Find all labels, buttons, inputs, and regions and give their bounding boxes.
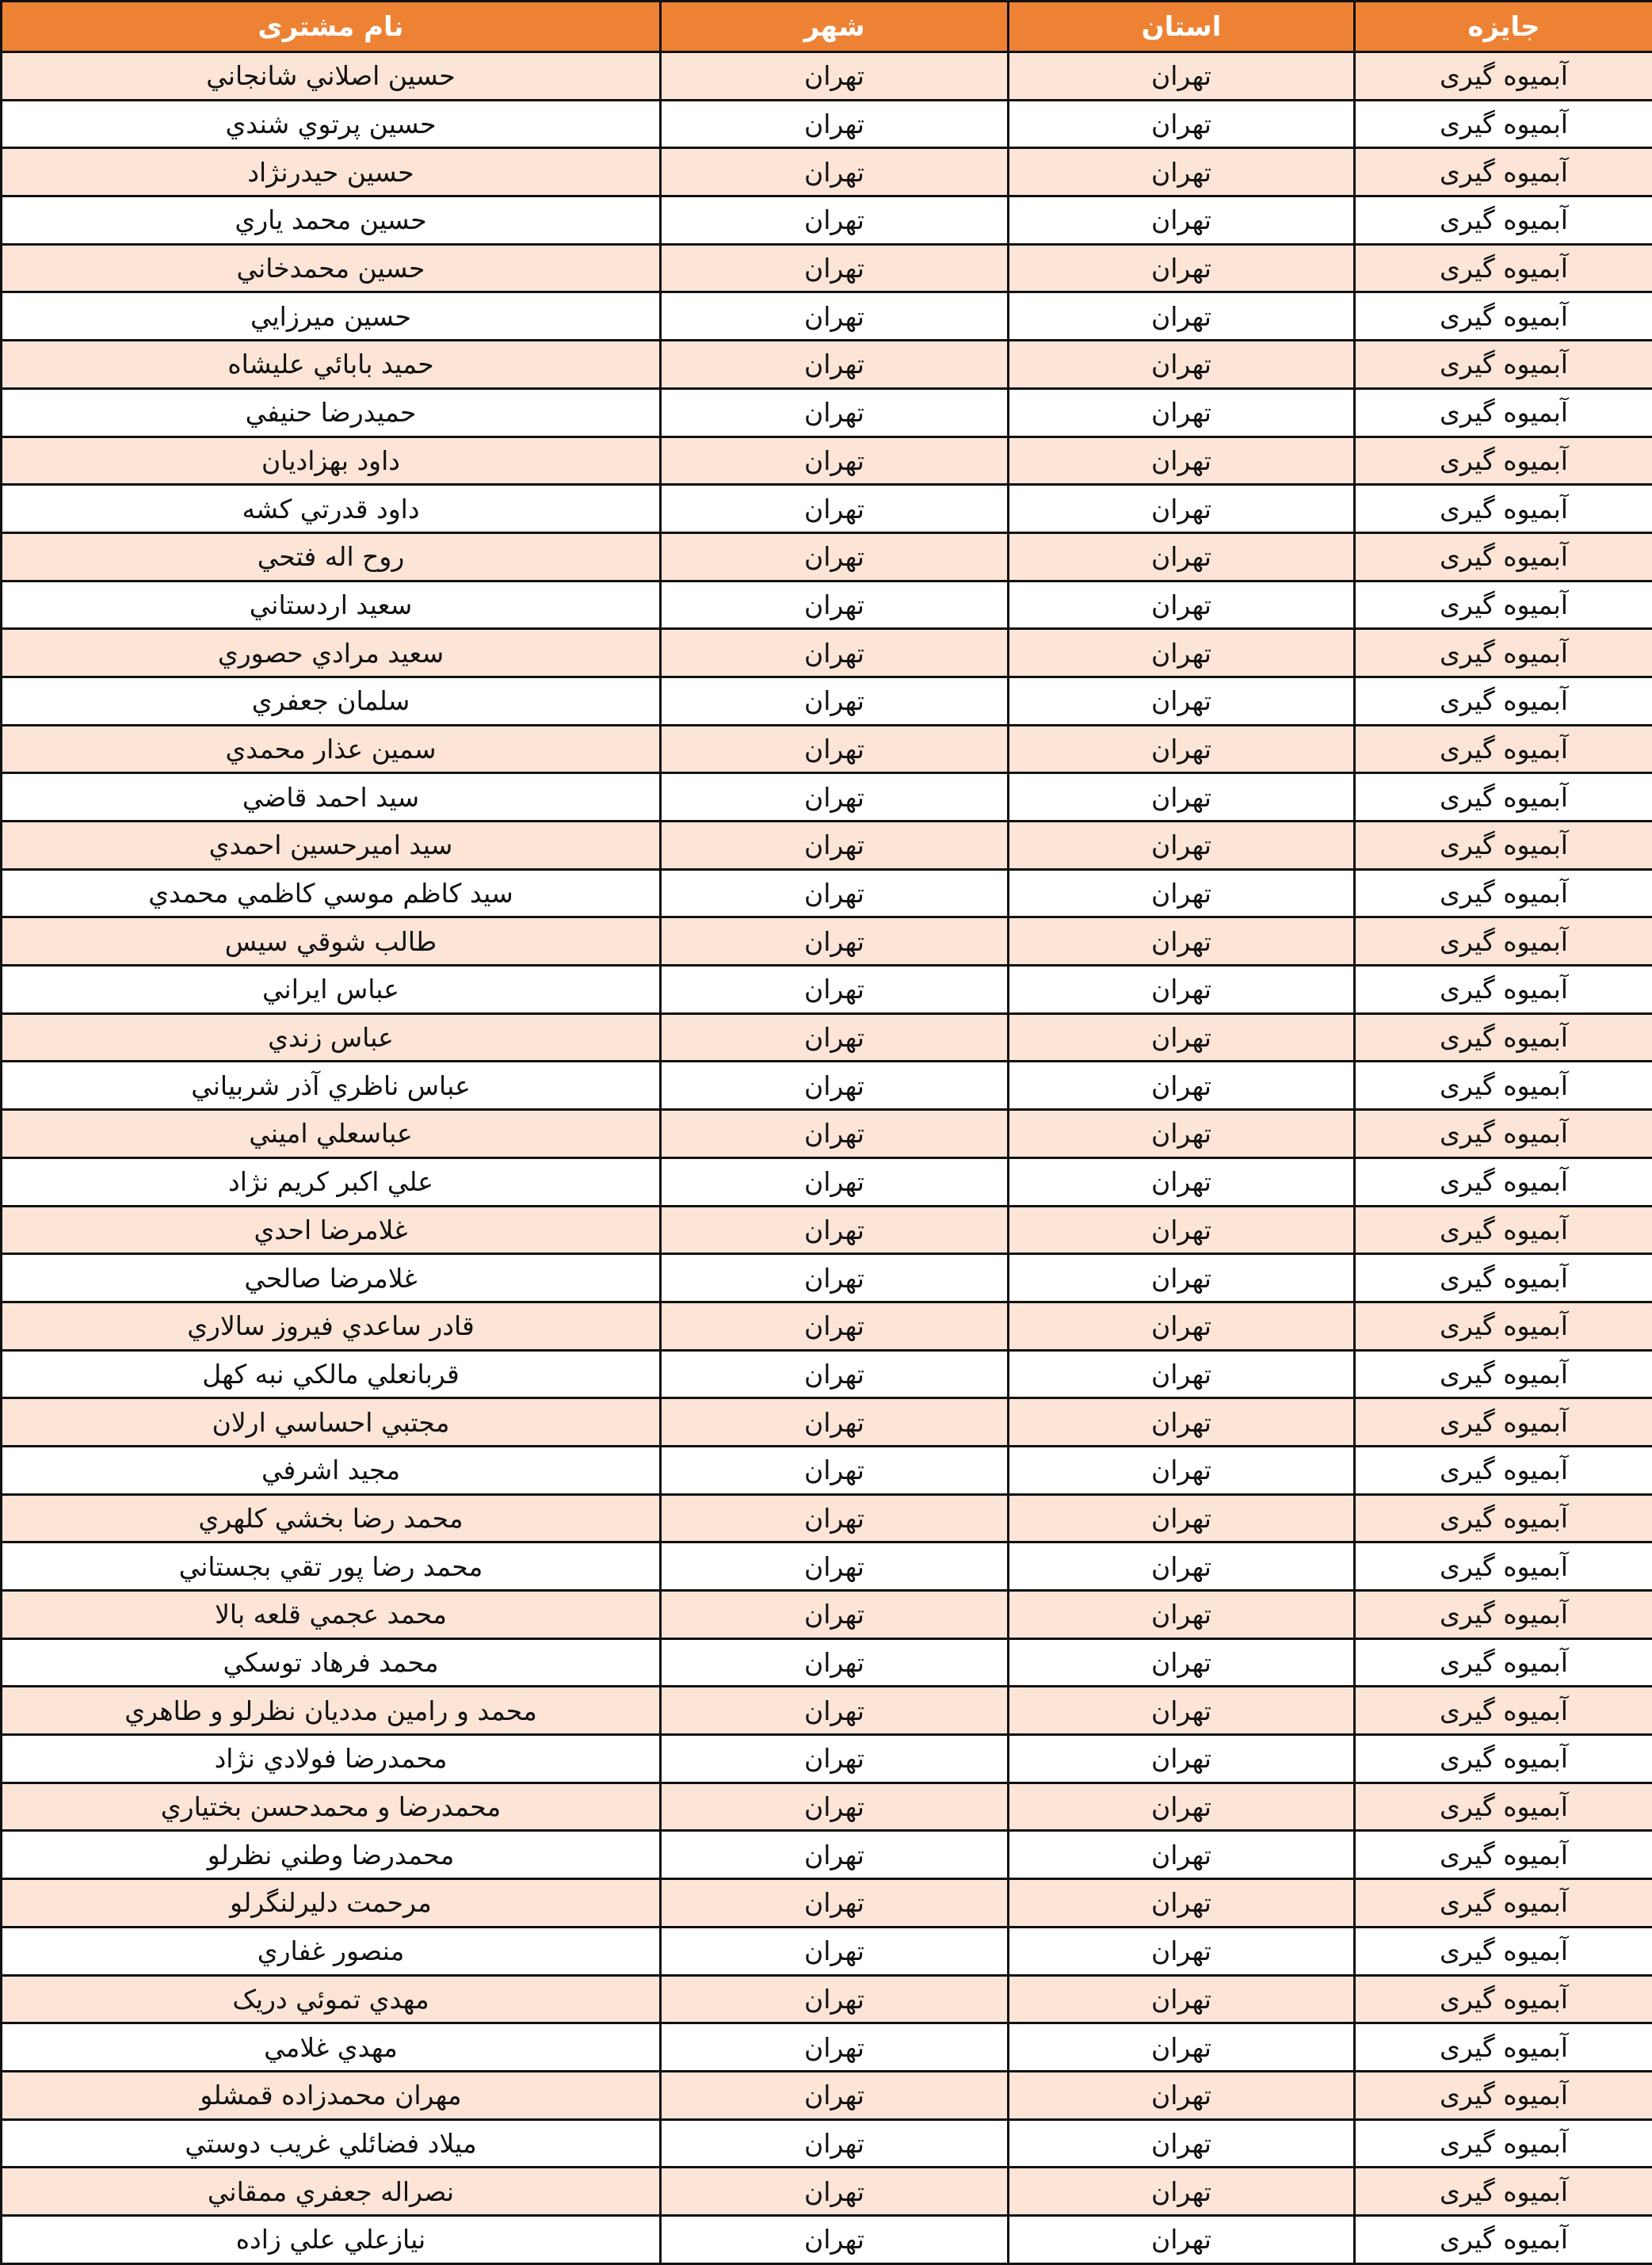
cell-customer-name[interactable]: علي اكبر كريم نژاد bbox=[2, 1157, 661, 1206]
cell-customer-name[interactable]: عباسعلي اميني bbox=[2, 1110, 661, 1158]
table-row[interactable] bbox=[2, 1110, 1652, 1158]
cell-customer-name[interactable]: محمدرضا و محمدحسن بختياري bbox=[2, 1783, 661, 1831]
cell-province[interactable]: تهران bbox=[1009, 196, 1355, 245]
cell-prize[interactable]: آبمیوه گیری bbox=[1355, 1157, 1652, 1206]
cell-province[interactable]: تهران bbox=[1009, 292, 1355, 341]
cell-customer-name[interactable]: مجتبي احساسي ارلان bbox=[2, 1398, 661, 1447]
table-row[interactable] bbox=[2, 1687, 1652, 1735]
cell-customer-name[interactable]: داود بهزاديان bbox=[2, 437, 661, 485]
cell-province[interactable]: تهران bbox=[1009, 100, 1355, 148]
table-header bbox=[2, 2, 1652, 52]
cell-city[interactable]: تهران bbox=[661, 1157, 1009, 1206]
cell-province[interactable]: تهران bbox=[1009, 1783, 1355, 1831]
cell-prize[interactable]: آبمیوه گیری bbox=[1355, 2023, 1652, 2072]
cell-prize[interactable]: آبمیوه گیری bbox=[1355, 1494, 1652, 1542]
cell-prize[interactable]: آبمیوه گیری bbox=[1355, 725, 1652, 773]
cell-prize[interactable]: آبمیوه گیری bbox=[1355, 917, 1652, 966]
cell-province[interactable]: تهران bbox=[1009, 1542, 1355, 1591]
cell-province[interactable]: تهران bbox=[1009, 1735, 1355, 1783]
cell-city[interactable]: تهران bbox=[661, 1591, 1009, 1639]
cell-city[interactable]: تهران bbox=[661, 2215, 1009, 2263]
cell-province[interactable]: تهران bbox=[1009, 388, 1355, 437]
cell-customer-name[interactable]: سلمان جعفري bbox=[2, 677, 661, 725]
cell-customer-name[interactable]: مهران محمدزاده قمشلو bbox=[2, 2071, 661, 2119]
cell-customer-name[interactable]: محمد رضا بخشي كلهري bbox=[2, 1494, 661, 1542]
cell-city[interactable]: تهران bbox=[661, 1302, 1009, 1350]
cell-prize[interactable]: آبمیوه گیری bbox=[1355, 100, 1652, 148]
cell-prize[interactable]: آبمیوه گیری bbox=[1355, 629, 1652, 677]
cell-city[interactable]: تهران bbox=[661, 1783, 1009, 1831]
cell-city[interactable]: تهران bbox=[661, 1013, 1009, 1062]
cell-province[interactable]: تهران bbox=[1009, 581, 1355, 629]
table-row[interactable] bbox=[2, 1927, 1652, 1975]
cell-customer-name[interactable]: محمد عجمي قلعه بالا bbox=[2, 1591, 661, 1639]
table-row[interactable] bbox=[2, 773, 1652, 822]
table-row[interactable] bbox=[2, 437, 1652, 485]
cell-prize[interactable]: آبمیوه گیری bbox=[1355, 1254, 1652, 1302]
cell-city[interactable]: تهران bbox=[661, 292, 1009, 341]
cell-customer-name[interactable]: محمد فرهاد توسكي bbox=[2, 1638, 661, 1687]
cell-city[interactable]: تهران bbox=[661, 773, 1009, 822]
cell-city[interactable]: تهران bbox=[661, 1735, 1009, 1783]
cell-city[interactable]: تهران bbox=[661, 2119, 1009, 2168]
cell-province[interactable]: تهران bbox=[1009, 2215, 1355, 2263]
cell-province[interactable]: تهران bbox=[1009, 1687, 1355, 1735]
cell-province[interactable]: تهران bbox=[1009, 1110, 1355, 1158]
cell-customer-name[interactable]: مهدي غلامي bbox=[2, 2023, 661, 2072]
cell-prize[interactable]: آبمیوه گیری bbox=[1355, 1879, 1652, 1928]
cell-city[interactable]: تهران bbox=[661, 677, 1009, 725]
cell-customer-name[interactable]: سيد احمد قاضي bbox=[2, 773, 661, 822]
table-row[interactable] bbox=[2, 2071, 1652, 2119]
cell-prize[interactable]: آبمیوه گیری bbox=[1355, 869, 1652, 917]
cell-customer-name[interactable]: نيازعلي علي زاده bbox=[2, 2215, 661, 2263]
header-row bbox=[2, 2, 1652, 52]
table-row[interactable] bbox=[2, 1831, 1652, 1879]
cell-city[interactable]: تهران bbox=[661, 437, 1009, 485]
cell-prize[interactable]: آبمیوه گیری bbox=[1355, 1591, 1652, 1639]
cell-prize[interactable]: آبمیوه گیری bbox=[1355, 1783, 1652, 1831]
cell-city[interactable]: تهران bbox=[661, 1206, 1009, 1254]
cell-province[interactable]: تهران bbox=[1009, 1879, 1355, 1928]
cell-province[interactable]: تهران bbox=[1009, 1062, 1355, 1110]
cell-city[interactable]: تهران bbox=[661, 822, 1009, 870]
table-row[interactable] bbox=[2, 917, 1652, 966]
cell-province[interactable]: تهران bbox=[1009, 1494, 1355, 1542]
cell-city[interactable]: تهران bbox=[661, 485, 1009, 533]
table-row[interactable] bbox=[2, 341, 1652, 389]
cell-customer-name[interactable]: روح اله فتحي bbox=[2, 532, 661, 581]
cell-prize[interactable]: آبمیوه گیری bbox=[1355, 148, 1652, 196]
cell-city[interactable]: تهران bbox=[661, 1542, 1009, 1591]
table-row[interactable] bbox=[2, 2168, 1652, 2216]
table-row[interactable] bbox=[2, 725, 1652, 773]
table-row[interactable] bbox=[2, 532, 1652, 581]
header-province[interactable]: استان bbox=[1009, 2, 1355, 52]
cell-prize[interactable]: آبمیوه گیری bbox=[1355, 1446, 1652, 1494]
cell-prize[interactable]: آبمیوه گیری bbox=[1355, 437, 1652, 485]
cell-city[interactable]: تهران bbox=[661, 148, 1009, 196]
table-row[interactable] bbox=[2, 1638, 1652, 1687]
table-row[interactable] bbox=[2, 1494, 1652, 1542]
cell-province[interactable]: تهران bbox=[1009, 2168, 1355, 2216]
cell-prize[interactable]: آبمیوه گیری bbox=[1355, 1687, 1652, 1735]
cell-customer-name[interactable]: محمد رضا پور تقي بجستاني bbox=[2, 1542, 661, 1591]
cell-prize[interactable]: آبمیوه گیری bbox=[1355, 773, 1652, 822]
cell-city[interactable]: تهران bbox=[661, 532, 1009, 581]
cell-prize[interactable]: آبمیوه گیری bbox=[1355, 1638, 1652, 1687]
cell-customer-name[interactable]: مهدي تموئي دريک bbox=[2, 1975, 661, 2023]
cell-province[interactable]: تهران bbox=[1009, 532, 1355, 581]
cell-customer-name[interactable]: ميلاد فضائلي غريب دوستي bbox=[2, 2119, 661, 2168]
cell-prize[interactable]: آبمیوه گیری bbox=[1355, 244, 1652, 292]
cell-province[interactable]: تهران bbox=[1009, 629, 1355, 677]
cell-city[interactable]: تهران bbox=[661, 244, 1009, 292]
cell-province[interactable]: تهران bbox=[1009, 1398, 1355, 1447]
cell-city[interactable]: تهران bbox=[661, 52, 1009, 101]
cell-prize[interactable]: آبمیوه گیری bbox=[1355, 1398, 1652, 1447]
cell-province[interactable]: تهران bbox=[1009, 1157, 1355, 1206]
cell-city[interactable]: تهران bbox=[661, 966, 1009, 1014]
cell-customer-name[interactable]: سيد اميرحسين احمدي bbox=[2, 822, 661, 870]
cell-city[interactable]: تهران bbox=[661, 1638, 1009, 1687]
table-row[interactable] bbox=[2, 581, 1652, 629]
cell-customer-name[interactable]: حميد بابائي عليشاه bbox=[2, 341, 661, 389]
table-row[interactable] bbox=[2, 1157, 1652, 1206]
cell-customer-name[interactable]: غلامرضا صالحي bbox=[2, 1254, 661, 1302]
cell-customer-name[interactable]: منصور غفاري bbox=[2, 1927, 661, 1975]
cell-city[interactable]: تهران bbox=[661, 1687, 1009, 1735]
cell-city[interactable]: تهران bbox=[661, 1254, 1009, 1302]
cell-customer-name[interactable]: حسين اصلاني شانجاني bbox=[2, 52, 661, 101]
table-row[interactable] bbox=[2, 1254, 1652, 1302]
cell-province[interactable]: تهران bbox=[1009, 1254, 1355, 1302]
cell-prize[interactable]: آبمیوه گیری bbox=[1355, 485, 1652, 533]
table-row[interactable] bbox=[2, 1735, 1652, 1783]
cell-prize[interactable]: آبمیوه گیری bbox=[1355, 1302, 1652, 1350]
cell-province[interactable]: تهران bbox=[1009, 2119, 1355, 2168]
cell-prize[interactable]: آبمیوه گیری bbox=[1355, 581, 1652, 629]
cell-city[interactable]: تهران bbox=[661, 2168, 1009, 2216]
cell-city[interactable]: تهران bbox=[661, 1975, 1009, 2023]
header-city[interactable]: شهر bbox=[661, 2, 1009, 52]
cell-prize[interactable]: آبمیوه گیری bbox=[1355, 1831, 1652, 1879]
cell-province[interactable]: تهران bbox=[1009, 2071, 1355, 2119]
cell-province[interactable]: تهران bbox=[1009, 1302, 1355, 1350]
cell-city[interactable]: تهران bbox=[661, 1062, 1009, 1110]
table-row[interactable] bbox=[2, 100, 1652, 148]
cell-province[interactable]: تهران bbox=[1009, 244, 1355, 292]
cell-prize[interactable]: آبمیوه گیری bbox=[1355, 1013, 1652, 1062]
cell-prize[interactable]: آبمیوه گیری bbox=[1355, 1350, 1652, 1398]
cell-customer-name[interactable]: محمدرضا وطني نظرلو bbox=[2, 1831, 661, 1879]
cell-prize[interactable]: آبمیوه گیری bbox=[1355, 532, 1652, 581]
table-row[interactable] bbox=[2, 629, 1652, 677]
cell-customer-name[interactable]: سعيد مرادي حصوري bbox=[2, 629, 661, 677]
cell-city[interactable]: تهران bbox=[661, 725, 1009, 773]
cell-customer-name[interactable]: مرحمت دليرلنگرلو bbox=[2, 1879, 661, 1928]
cell-prize[interactable]: آبمیوه گیری bbox=[1355, 388, 1652, 437]
cell-city[interactable]: تهران bbox=[661, 2071, 1009, 2119]
cell-city[interactable]: تهران bbox=[661, 1398, 1009, 1447]
table-row[interactable] bbox=[2, 1542, 1652, 1591]
cell-customer-name[interactable]: طالب شوقي سيس bbox=[2, 917, 661, 966]
cell-province[interactable]: تهران bbox=[1009, 1206, 1355, 1254]
table-row[interactable] bbox=[2, 2119, 1652, 2168]
cell-province[interactable]: تهران bbox=[1009, 485, 1355, 533]
cell-province[interactable]: تهران bbox=[1009, 1591, 1355, 1639]
cell-customer-name[interactable]: حسين ميرزايي bbox=[2, 292, 661, 341]
table-row[interactable] bbox=[2, 1302, 1652, 1350]
header-prize[interactable]: جایزه bbox=[1355, 2, 1652, 52]
cell-prize[interactable]: آبمیوه گیری bbox=[1355, 2168, 1652, 2216]
cell-province[interactable]: تهران bbox=[1009, 822, 1355, 870]
table-row[interactable] bbox=[2, 869, 1652, 917]
cell-prize[interactable]: آبمیوه گیری bbox=[1355, 966, 1652, 1014]
cell-prize[interactable]: آبمیوه گیری bbox=[1355, 2071, 1652, 2119]
cell-prize[interactable]: آبمیوه گیری bbox=[1355, 1206, 1652, 1254]
table-row[interactable] bbox=[2, 388, 1652, 437]
cell-province[interactable]: تهران bbox=[1009, 52, 1355, 101]
table-row[interactable] bbox=[2, 1350, 1652, 1398]
cell-prize[interactable]: آبمیوه گیری bbox=[1355, 1927, 1652, 1975]
cell-prize[interactable]: آبمیوه گیری bbox=[1355, 1735, 1652, 1783]
cell-city[interactable]: تهران bbox=[661, 1494, 1009, 1542]
cell-province[interactable]: تهران bbox=[1009, 1975, 1355, 2023]
cell-province[interactable]: تهران bbox=[1009, 2023, 1355, 2072]
table-row[interactable] bbox=[2, 1975, 1652, 2023]
cell-customer-name[interactable]: غلامرضا احدي bbox=[2, 1206, 661, 1254]
table-row[interactable] bbox=[2, 966, 1652, 1014]
cell-city[interactable]: تهران bbox=[661, 341, 1009, 389]
cell-customer-name[interactable]: محمدرضا فولادي نژاد bbox=[2, 1735, 661, 1783]
cell-province[interactable]: تهران bbox=[1009, 1831, 1355, 1879]
cell-customer-name[interactable]: حسين محمد ياري bbox=[2, 196, 661, 245]
cell-province[interactable]: تهران bbox=[1009, 1446, 1355, 1494]
cell-province[interactable]: تهران bbox=[1009, 341, 1355, 389]
cell-customer-name[interactable]: قادر ساعدي فيروز سالاري bbox=[2, 1302, 661, 1350]
cell-province[interactable]: تهران bbox=[1009, 773, 1355, 822]
cell-prize[interactable]: آبمیوه گیری bbox=[1355, 1542, 1652, 1591]
cell-city[interactable]: تهران bbox=[661, 1350, 1009, 1398]
cell-province[interactable]: تهران bbox=[1009, 725, 1355, 773]
cell-province[interactable]: تهران bbox=[1009, 1013, 1355, 1062]
cell-province[interactable]: تهران bbox=[1009, 917, 1355, 966]
table-row[interactable] bbox=[2, 148, 1652, 196]
table-row[interactable] bbox=[2, 1062, 1652, 1110]
table-row[interactable] bbox=[2, 1879, 1652, 1928]
table-row[interactable] bbox=[2, 1013, 1652, 1062]
table-row[interactable] bbox=[2, 244, 1652, 292]
cell-prize[interactable]: آبمیوه گیری bbox=[1355, 2119, 1652, 2168]
cell-city[interactable]: تهران bbox=[661, 196, 1009, 245]
cell-province[interactable]: تهران bbox=[1009, 148, 1355, 196]
cell-prize[interactable]: آبمیوه گیری bbox=[1355, 292, 1652, 341]
table-row[interactable] bbox=[2, 1206, 1652, 1254]
cell-city[interactable]: تهران bbox=[661, 1110, 1009, 1158]
cell-city[interactable]: تهران bbox=[661, 917, 1009, 966]
cell-city[interactable]: تهران bbox=[661, 1446, 1009, 1494]
cell-customer-name[interactable]: محمد و رامين مدديان نظرلو و طاهري bbox=[2, 1687, 661, 1735]
cell-city[interactable]: تهران bbox=[661, 1879, 1009, 1928]
table-row[interactable] bbox=[2, 1446, 1652, 1494]
cell-customer-name[interactable]: مجيد اشرفي bbox=[2, 1446, 661, 1494]
cell-customer-name[interactable]: عباس ايراني bbox=[2, 966, 661, 1014]
cell-prize[interactable]: آبمیوه گیری bbox=[1355, 822, 1652, 870]
header-customer-name[interactable]: نام مشتری bbox=[2, 2, 661, 52]
cell-customer-name[interactable]: داود قدرتي كشه bbox=[2, 485, 661, 533]
cell-customer-name[interactable]: قربانعلي مالكي نبه كهل bbox=[2, 1350, 661, 1398]
cell-prize[interactable]: آبمیوه گیری bbox=[1355, 1062, 1652, 1110]
cell-province[interactable]: تهران bbox=[1009, 437, 1355, 485]
table-row[interactable] bbox=[2, 2215, 1652, 2263]
cell-customer-name[interactable]: عباس زندي bbox=[2, 1013, 661, 1062]
cell-province[interactable]: تهران bbox=[1009, 1638, 1355, 1687]
cell-customer-name[interactable]: حسين پرتوي شندي bbox=[2, 100, 661, 148]
cell-city[interactable]: تهران bbox=[661, 1927, 1009, 1975]
table-row[interactable] bbox=[2, 292, 1652, 341]
table-row[interactable] bbox=[2, 196, 1652, 245]
cell-customer-name[interactable]: سمين عذار محمدي bbox=[2, 725, 661, 773]
cell-city[interactable]: تهران bbox=[661, 869, 1009, 917]
table-row[interactable] bbox=[2, 1591, 1652, 1639]
table-row[interactable] bbox=[2, 2023, 1652, 2072]
cell-prize[interactable]: آبمیوه گیری bbox=[1355, 196, 1652, 245]
table-row[interactable] bbox=[2, 52, 1652, 101]
cell-city[interactable]: تهران bbox=[661, 581, 1009, 629]
cell-prize[interactable]: آبمیوه گیری bbox=[1355, 52, 1652, 101]
cell-customer-name[interactable]: عباس ناظري آذر شربياني bbox=[2, 1062, 661, 1110]
cell-province[interactable]: تهران bbox=[1009, 1927, 1355, 1975]
cell-city[interactable]: تهران bbox=[661, 2023, 1009, 2072]
cell-province[interactable]: تهران bbox=[1009, 869, 1355, 917]
cell-city[interactable]: تهران bbox=[661, 1831, 1009, 1879]
cell-province[interactable]: تهران bbox=[1009, 966, 1355, 1014]
table-row[interactable] bbox=[2, 822, 1652, 870]
cell-city[interactable]: تهران bbox=[661, 100, 1009, 148]
cell-prize[interactable]: آبمیوه گیری bbox=[1355, 1110, 1652, 1158]
table-row[interactable] bbox=[2, 1783, 1652, 1831]
table-row[interactable] bbox=[2, 485, 1652, 533]
cell-city[interactable]: تهران bbox=[661, 629, 1009, 677]
cell-customer-name[interactable]: نصراله جعفري ممقاني bbox=[2, 2168, 661, 2216]
cell-prize[interactable]: آبمیوه گیری bbox=[1355, 1975, 1652, 2023]
cell-province[interactable]: تهران bbox=[1009, 677, 1355, 725]
cell-customer-name[interactable]: حسين محمدخاني bbox=[2, 244, 661, 292]
cell-prize[interactable]: آبمیوه گیری bbox=[1355, 341, 1652, 389]
cell-customer-name[interactable]: حميدرضا حنيفي bbox=[2, 388, 661, 437]
cell-customer-name[interactable]: سيد كاظم موسي كاظمي محمدي bbox=[2, 869, 661, 917]
table-row[interactable] bbox=[2, 1398, 1652, 1447]
cell-prize[interactable]: آبمیوه گیری bbox=[1355, 2215, 1652, 2263]
cell-customer-name[interactable]: سعيد اردستاني bbox=[2, 581, 661, 629]
table-row[interactable] bbox=[2, 677, 1652, 725]
cell-province[interactable]: تهران bbox=[1009, 1350, 1355, 1398]
cell-city[interactable]: تهران bbox=[661, 388, 1009, 437]
cell-prize[interactable]: آبمیوه گیری bbox=[1355, 677, 1652, 725]
table-body bbox=[2, 52, 1652, 2264]
cell-customer-name[interactable]: حسين حيدرنژاد bbox=[2, 148, 661, 196]
